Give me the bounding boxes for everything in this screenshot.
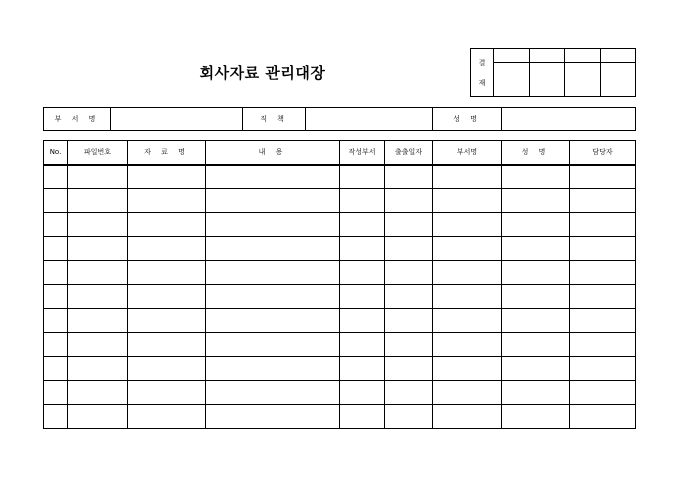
table-cell[interactable] xyxy=(433,381,502,405)
table-cell[interactable] xyxy=(206,213,340,237)
table-cell[interactable] xyxy=(44,237,68,261)
table-cell[interactable] xyxy=(385,309,433,333)
table-cell[interactable] xyxy=(68,189,128,213)
approval-label-bottom: 재 xyxy=(478,78,486,87)
table-row xyxy=(44,237,636,261)
table-cell[interactable] xyxy=(340,165,385,189)
table-cell[interactable] xyxy=(44,309,68,333)
approval-title-cell[interactable] xyxy=(529,49,565,63)
table-cell[interactable] xyxy=(340,333,385,357)
department-label: 부 서 명 xyxy=(44,108,111,131)
table-cell[interactable] xyxy=(44,405,68,429)
table-cell[interactable] xyxy=(385,381,433,405)
approval-title-cell[interactable] xyxy=(600,49,636,63)
table-cell[interactable] xyxy=(502,357,570,381)
header-department-name: 부서명 xyxy=(433,141,502,165)
table-cell[interactable] xyxy=(44,357,68,381)
table-cell[interactable] xyxy=(44,381,68,405)
table-cell[interactable] xyxy=(570,237,636,261)
approval-title-cell[interactable] xyxy=(565,49,601,63)
table-cell[interactable] xyxy=(206,333,340,357)
table-cell[interactable] xyxy=(340,405,385,429)
table-cell[interactable] xyxy=(68,333,128,357)
table-cell[interactable] xyxy=(570,309,636,333)
table-cell[interactable] xyxy=(570,285,636,309)
approval-sign-cell[interactable] xyxy=(529,63,565,97)
table-cell[interactable] xyxy=(128,261,206,285)
table-cell[interactable] xyxy=(128,309,206,333)
header-material-name: 자 료 명 xyxy=(128,141,206,165)
table-cell[interactable] xyxy=(502,285,570,309)
table-cell[interactable] xyxy=(433,357,502,381)
table-cell[interactable] xyxy=(385,165,433,189)
name-field[interactable] xyxy=(502,108,636,131)
table-cell[interactable] xyxy=(570,357,636,381)
table-cell[interactable] xyxy=(128,405,206,429)
table-row xyxy=(44,261,636,285)
table-cell[interactable] xyxy=(128,285,206,309)
table-cell[interactable] xyxy=(502,189,570,213)
table-cell[interactable] xyxy=(433,213,502,237)
table-cell[interactable] xyxy=(570,165,636,189)
table-cell[interactable] xyxy=(206,261,340,285)
table-cell[interactable] xyxy=(570,189,636,213)
header-author-department: 작성부서 xyxy=(340,141,385,165)
table-cell[interactable] xyxy=(502,213,570,237)
approval-label xyxy=(471,49,494,97)
table-cell[interactable] xyxy=(44,213,68,237)
approval-box xyxy=(470,48,636,97)
table-row xyxy=(44,285,636,309)
table-cell[interactable] xyxy=(128,357,206,381)
approval-sign-cell[interactable] xyxy=(565,63,601,97)
table-cell[interactable] xyxy=(206,165,340,189)
table-cell[interactable] xyxy=(128,213,206,237)
table-cell[interactable] xyxy=(206,357,340,381)
table-cell[interactable] xyxy=(433,261,502,285)
records-table xyxy=(43,140,636,429)
table-row xyxy=(44,189,636,213)
table-cell[interactable] xyxy=(128,333,206,357)
table-cell[interactable] xyxy=(68,309,128,333)
table-cell[interactable] xyxy=(206,405,340,429)
table-cell[interactable] xyxy=(570,381,636,405)
table-cell[interactable] xyxy=(206,237,340,261)
table-cell[interactable] xyxy=(433,285,502,309)
approval-sign-cell[interactable] xyxy=(600,63,636,97)
table-cell[interactable] xyxy=(206,285,340,309)
table-cell[interactable] xyxy=(68,237,128,261)
table-cell[interactable] xyxy=(68,405,128,429)
table-cell[interactable] xyxy=(128,165,206,189)
table-cell[interactable] xyxy=(385,261,433,285)
table-cell[interactable] xyxy=(340,381,385,405)
header-content: 내 용 xyxy=(206,141,340,165)
table-cell[interactable] xyxy=(385,357,433,381)
table-cell[interactable] xyxy=(433,189,502,213)
table-cell[interactable] xyxy=(570,333,636,357)
table-cell[interactable] xyxy=(340,237,385,261)
table-cell[interactable] xyxy=(206,381,340,405)
table-cell[interactable] xyxy=(433,237,502,261)
table-row xyxy=(44,165,636,189)
table-header-row xyxy=(44,141,636,165)
table-cell[interactable] xyxy=(44,189,68,213)
table-cell[interactable] xyxy=(44,285,68,309)
department-field[interactable] xyxy=(111,108,243,131)
table-cell[interactable] xyxy=(68,261,128,285)
table-cell[interactable] xyxy=(44,165,68,189)
table-cell[interactable] xyxy=(340,309,385,333)
page-title: 회사자료 관리대장 xyxy=(199,64,326,82)
table-cell[interactable] xyxy=(433,165,502,189)
table-cell[interactable] xyxy=(502,381,570,405)
table-cell[interactable] xyxy=(385,189,433,213)
approval-title-cell[interactable] xyxy=(494,49,530,63)
table-row xyxy=(44,309,636,333)
table-cell[interactable] xyxy=(502,165,570,189)
table-cell[interactable] xyxy=(385,213,433,237)
approval-label-top: 결 xyxy=(478,58,486,67)
table-cell[interactable] xyxy=(68,165,128,189)
table-cell[interactable] xyxy=(340,189,385,213)
header-manager: 담당자 xyxy=(570,141,636,165)
header-no: No. xyxy=(44,141,68,165)
name-label: 성 명 xyxy=(433,108,502,131)
table-cell[interactable] xyxy=(385,237,433,261)
table-cell[interactable] xyxy=(68,357,128,381)
table-cell[interactable] xyxy=(340,285,385,309)
table-cell[interactable] xyxy=(68,381,128,405)
table-cell[interactable] xyxy=(340,357,385,381)
table-cell[interactable] xyxy=(502,333,570,357)
position-label: 직 책 xyxy=(243,108,306,131)
table-cell[interactable] xyxy=(340,213,385,237)
table-cell[interactable] xyxy=(570,261,636,285)
table-cell[interactable] xyxy=(206,189,340,213)
table-cell[interactable] xyxy=(128,189,206,213)
table-cell[interactable] xyxy=(340,261,385,285)
table-row xyxy=(44,333,636,357)
table-cell[interactable] xyxy=(502,261,570,285)
table-cell[interactable] xyxy=(385,405,433,429)
table-cell[interactable] xyxy=(433,309,502,333)
table-cell[interactable] xyxy=(502,405,570,429)
info-bar xyxy=(43,107,636,131)
table-cell[interactable] xyxy=(44,261,68,285)
table-cell[interactable] xyxy=(206,309,340,333)
table-cell[interactable] xyxy=(570,405,636,429)
table-cell[interactable] xyxy=(68,213,128,237)
table-cell[interactable] xyxy=(385,285,433,309)
table-row xyxy=(44,405,636,429)
table-cell[interactable] xyxy=(44,333,68,357)
table-cell[interactable] xyxy=(128,237,206,261)
position-field[interactable] xyxy=(306,108,433,131)
table-cell[interactable] xyxy=(385,333,433,357)
table-row xyxy=(44,213,636,237)
table-row xyxy=(44,381,636,405)
header-date: 출출일자 xyxy=(385,141,433,165)
table-cell[interactable] xyxy=(433,333,502,357)
table-cell[interactable] xyxy=(502,237,570,261)
table-cell[interactable] xyxy=(570,213,636,237)
table-cell[interactable] xyxy=(433,405,502,429)
approval-sign-cell[interactable] xyxy=(494,63,530,97)
header-person-name: 성 명 xyxy=(502,141,570,165)
table-row xyxy=(44,357,636,381)
header-file-number: 파일번호 xyxy=(68,141,128,165)
table-cell[interactable] xyxy=(68,285,128,309)
table-cell[interactable] xyxy=(502,309,570,333)
table-cell[interactable] xyxy=(128,381,206,405)
